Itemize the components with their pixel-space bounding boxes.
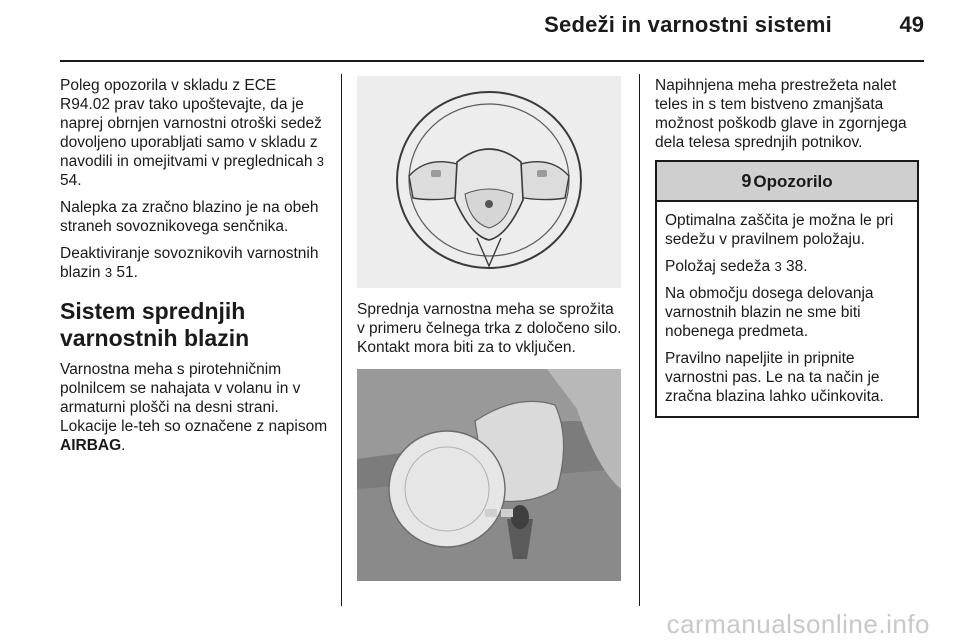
column-divider-2 bbox=[639, 74, 640, 606]
page-ref-icon: 3 bbox=[316, 154, 324, 169]
page-ref-51[interactable]: 51. bbox=[116, 264, 138, 281]
warning-paragraph-4: Pravilno napeljite in pripnite varnostni pas. Le na ta način je zračna blazina lahko učinkovita. bbox=[665, 350, 884, 405]
column-3 bbox=[655, 76, 923, 418]
sentence-end: . bbox=[121, 437, 126, 454]
column-1 bbox=[60, 76, 330, 463]
warning-paragraph-1: Optimalna zaščita je možna le pri sedežu v pravilnem položaju. bbox=[665, 212, 894, 248]
column-2 bbox=[357, 76, 625, 581]
page-ref-icon: 3 bbox=[104, 265, 113, 280]
steering-wheel-image bbox=[357, 76, 621, 288]
page-header-title: Sedeži in varnostni sistemi bbox=[544, 12, 832, 37]
warning-body bbox=[657, 202, 917, 416]
column-divider-1 bbox=[341, 74, 342, 606]
paragraph-deactivation bbox=[60, 244, 330, 282]
paragraph-airbag-location bbox=[60, 360, 330, 455]
page-ref-icon: 3 bbox=[774, 259, 782, 274]
steering-wheel-drawing bbox=[357, 76, 621, 288]
airbags-drawing bbox=[357, 369, 621, 581]
paragraph-label: Nalepka za zračno blazino je na obeh straneh sovoznikovega senčnika. bbox=[60, 199, 319, 235]
paragraph-ece bbox=[60, 76, 330, 190]
paragraph-ece-text: Poleg opozorila v skladu z ECE R94.02 prav tako upoštevajte, da je naprej obrnjen varnostni otroški sedež dovoljeno uporabljati samo v skladu z navodili in omejitvami v preglednicah bbox=[60, 77, 322, 170]
airbag-keyword: AIRBAG bbox=[60, 437, 122, 454]
paragraph-protection: Napihnjena meha prestrežeta nalet teles in s tem bistveno zmanjšata možnost poškodb glave in zgornjega dela telesa sprednjih potnikov. bbox=[655, 77, 907, 151]
page-number: 49 bbox=[899, 12, 924, 37]
warning-paragraph-3: Na območju dosega delovanja varnostnih blazin ne sme biti nobenega predmeta. bbox=[665, 285, 874, 340]
header-rule bbox=[60, 60, 924, 62]
watermark: carmanualsonline.info bbox=[666, 609, 930, 639]
warning-icon: 9 bbox=[741, 170, 752, 191]
page-ref-54[interactable]: 54. bbox=[60, 172, 82, 189]
warning-seat-text: Položaj sedeža bbox=[665, 258, 771, 275]
airbags-deployed-image bbox=[357, 369, 621, 581]
warning-header bbox=[657, 162, 917, 202]
paragraph-deactivation-text: Deaktiviranje sovoznikovih varnostnih blazin bbox=[60, 245, 319, 281]
section-heading: Sistem sprednjih varnostnih blazin bbox=[60, 298, 250, 351]
image-caption: Sprednja varnostna meha se sprožita v primeru čelnega trka z določeno silo. Kontakt mora biti za to vključen. bbox=[357, 301, 622, 356]
page-ref-38[interactable]: 38. bbox=[785, 258, 808, 275]
warning-title: Opozorilo bbox=[753, 171, 833, 191]
warning-paragraph-2 bbox=[665, 257, 909, 276]
warning-box bbox=[655, 160, 919, 418]
paragraph-airbag-text: Varnostna meha s pirotehničnim polnilcem se nahajata v volanu in v armaturni plošči na desni strani. Lokacije le-teh so označene z napisom bbox=[60, 361, 328, 435]
